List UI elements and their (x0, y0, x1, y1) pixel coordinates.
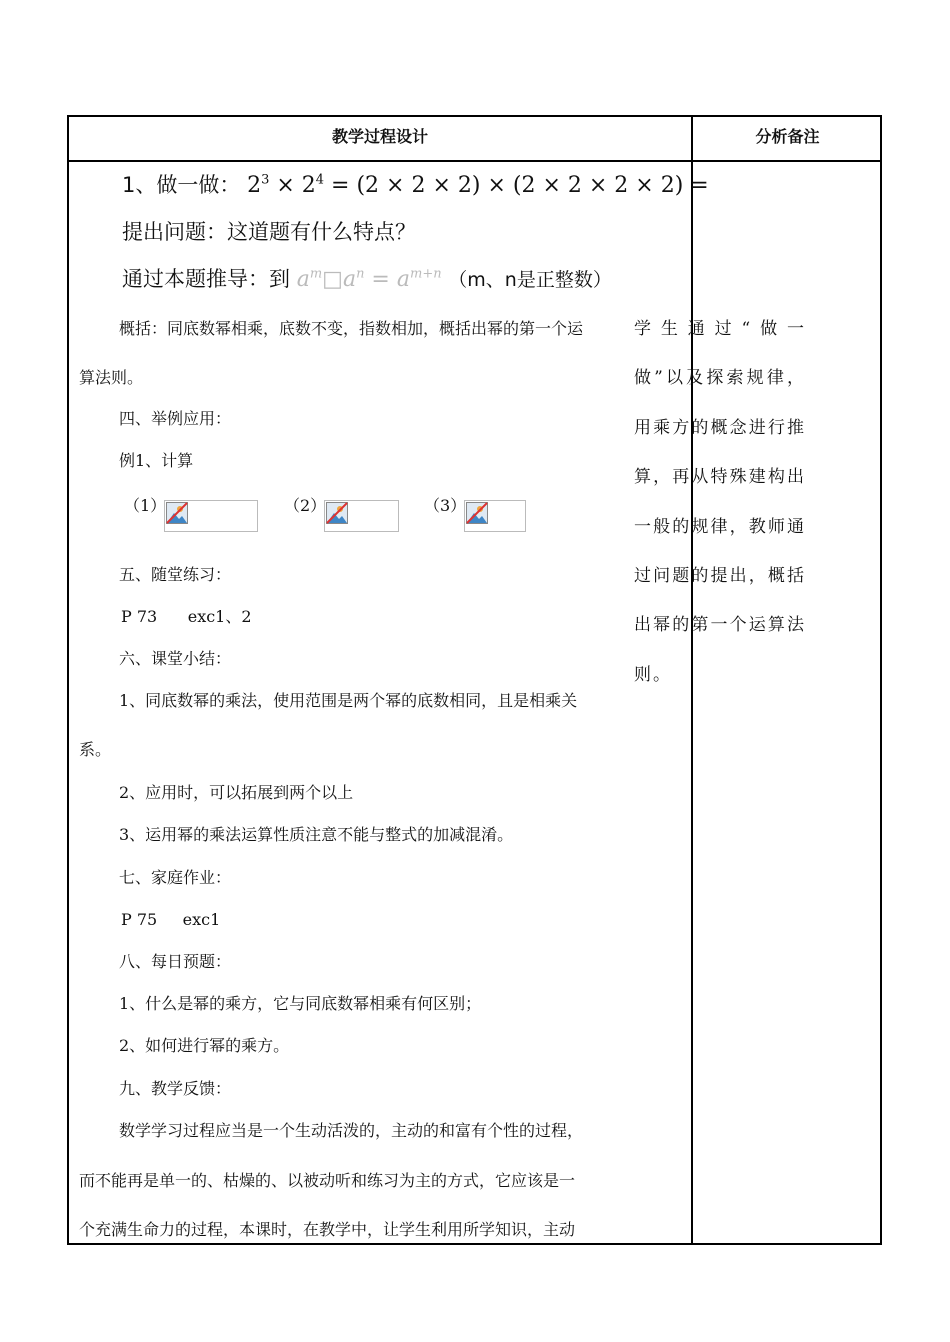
broken-image-icon (166, 502, 188, 524)
analysis-note: 学生通过“做一做”以及探索规律，用乘方的概念进行推算，再从特殊建构出一般的规律，教师通过问题的提出，概括出幂的第一个运算法则。 (634, 319, 806, 685)
example-2-image (324, 500, 399, 532)
section-five-heading: 五、随堂练习： (119, 565, 232, 584)
derive-condition: （m、n是正整数） (448, 269, 612, 291)
derive-line (122, 263, 612, 293)
summary-point-3: 3、运用幂的乘法运算性质注意不能与整式的加减混淆。 (119, 825, 514, 844)
broken-image-icon (326, 502, 348, 524)
derive-label: 通过本题推导：到 (122, 267, 290, 291)
preview-question-2: 2、如何进行幂的乘方。 (119, 1036, 290, 1055)
section-six-heading: 六、课堂小结： (119, 649, 232, 668)
feedback-line-1: 数学学习过程应当是一个生动活泼的，主动的和富有个性的过程， (119, 1121, 584, 1140)
summary-line-1: 概括：同底数幂相乘，底数不变，指数相加，概括出幂的第一个运 (119, 319, 584, 338)
feedback-line-2: 而不能再是单一的、枯燥的、以被动听和练习为主的方式，它应该是一 (79, 1171, 576, 1190)
example-3-label: （3） (424, 496, 467, 515)
example-1-image (164, 500, 258, 532)
header-teaching-process: 教学过程设计 (331, 127, 428, 146)
section-seven-heading: 七、家庭作业： (119, 868, 232, 887)
preview-question-1: 1、什么是幂的乘方，它与同底数幂相乘有何区别； (119, 994, 482, 1013)
example-1-label: （1） (124, 496, 167, 515)
question-line: 提出问题：这道题有什么特点？ (122, 220, 416, 244)
section-four-heading: 四、举例应用： (119, 409, 232, 428)
do-it-formula: $2^3 \times 2^4 = (2 \times 2 \times 2) \times (2 \times 2 \times 2 \times 2)$ = (247, 172, 709, 198)
broken-image-icon (466, 502, 488, 524)
homework-reference: P 75 exc1 (121, 910, 221, 929)
example-3-image (464, 500, 526, 532)
section-nine-heading: 九、教学反馈： (119, 1079, 232, 1098)
example-label: 例1、计算 (119, 451, 194, 470)
section-eight-heading: 八、每日预题： (119, 952, 232, 971)
summary-line-2: 算法则。 (79, 368, 144, 387)
example-2-label: （2） (284, 496, 327, 515)
feedback-line-3: 个充满生命力的过程，本课时，在教学中，让学生利用所学知识，主动 (79, 1220, 576, 1239)
header-divider (69, 160, 880, 162)
summary-point-1a: 1、同底数幂的乘法，使用范围是两个幂的底数相同，且是相乘关 (119, 691, 578, 710)
summary-point-1b: 系。 (79, 740, 112, 759)
power-rule-formula: $a^m□a^n = a^{m+n}$ (296, 266, 442, 292)
do-it-line (122, 169, 709, 199)
summary-point-2: 2、应用时，可以拓展到两个以上 (119, 783, 354, 802)
header-analysis-notes: 分析备注 (755, 127, 820, 146)
practice-reference: P 73 exc1、2 (121, 607, 252, 626)
do-it-label: 1、做一做： (122, 173, 241, 197)
